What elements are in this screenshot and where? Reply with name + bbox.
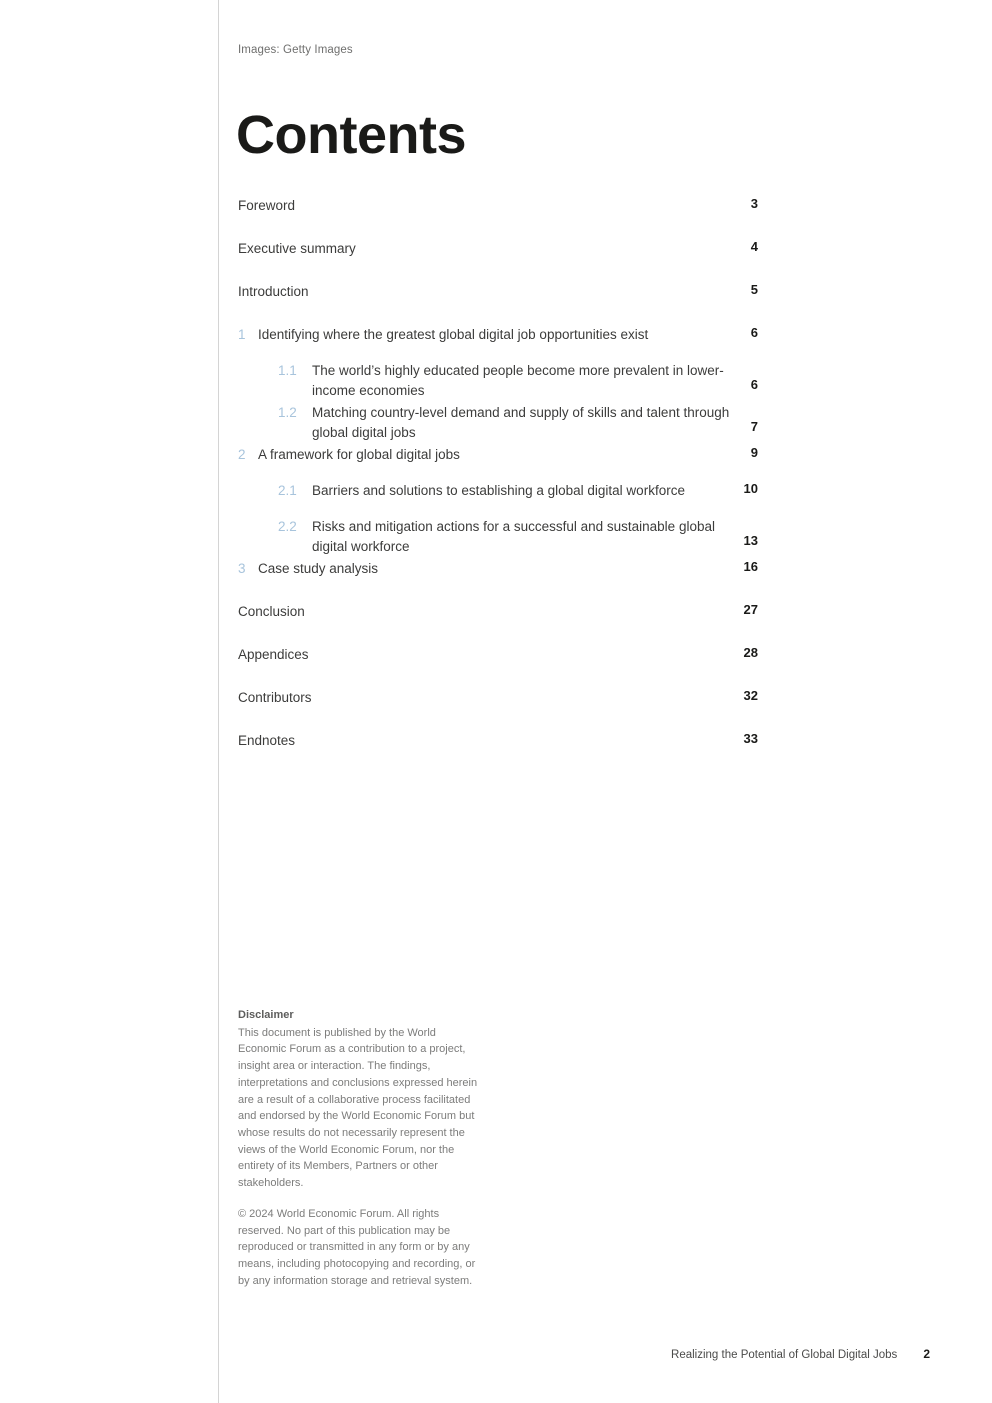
footer-document-title: Realizing the Potential of Global Digital Jobs — [671, 1349, 898, 1361]
page-title: Contents — [236, 105, 466, 165]
toc-entry-number: 3 — [238, 561, 246, 577]
footer-page-number: 2 — [923, 1347, 930, 1361]
left-margin-rule — [218, 0, 219, 1403]
toc-entry-label: Contributors — [238, 690, 312, 706]
disclaimer-block — [238, 1007, 483, 1304]
toc-entry-label: A framework for global digital jobs — [258, 447, 460, 463]
toc-entry-executive-summary[interactable] — [238, 239, 758, 272]
toc-entry-label: Appendices — [238, 647, 309, 663]
toc-entry-number: 1.2 — [278, 405, 297, 421]
toc-entry-appendices[interactable] — [238, 645, 758, 678]
toc-entry-section-1-1[interactable] — [238, 361, 758, 400]
toc-entry-page: 6 — [750, 377, 758, 393]
toc-entry-label: Endnotes — [238, 733, 296, 749]
toc-entry-number: 2.2 — [278, 519, 297, 535]
toc-entry-foreword[interactable] — [238, 196, 758, 229]
toc-entry-page: 32 — [743, 688, 758, 704]
toc-entry-label: Barriers and solutions to establishing a global digital workforce — [312, 483, 685, 499]
toc-entry-section-3[interactable] — [238, 559, 758, 592]
toc-entry-label: Risks and mitigation actions for a successful and sustainable global digital workforce — [312, 519, 715, 554]
toc-entry-label: Conclusion — [238, 604, 305, 620]
toc-entry-number: 1 — [238, 327, 246, 342]
page-footer — [671, 1347, 930, 1361]
toc-entry-contributors[interactable] — [238, 688, 758, 721]
toc-entry-page: 4 — [750, 239, 758, 254]
toc-entry-page: 6 — [750, 325, 758, 340]
toc-entry-label: The world’s highly educated people become more prevalent in lower-income economies — [312, 363, 724, 398]
toc-entry-page: 16 — [743, 559, 758, 575]
toc-entry-label: Executive summary — [238, 241, 356, 256]
toc-entry-conclusion[interactable] — [238, 602, 758, 635]
toc-entry-page: 33 — [743, 731, 758, 747]
toc-entry-introduction[interactable] — [238, 282, 758, 315]
toc-entry-page: 13 — [743, 533, 758, 549]
toc-entry-endnotes[interactable] — [238, 731, 758, 764]
toc-entry-label: Case study analysis — [258, 561, 379, 577]
toc-entry-label: Introduction — [238, 284, 309, 299]
toc-entry-label: Foreword — [238, 198, 296, 213]
table-of-contents — [238, 196, 758, 764]
toc-entry-page: 27 — [743, 602, 758, 618]
toc-entry-page: 28 — [743, 645, 758, 661]
copyright-paragraph: © 2024 World Economic Forum. All rights reserved. No part of this publication may be reproduced or transmitted in any form or by any means, including photocopying and recording, or by any information storage and retrieval system. — [238, 1207, 476, 1287]
toc-entry-label: Matching country-level demand and supply of skills and talent through global digital jobs — [312, 405, 730, 440]
toc-entry-number: 2.1 — [278, 483, 297, 499]
toc-entry-section-2-1[interactable] — [238, 481, 758, 514]
toc-entry-section-2-2[interactable] — [238, 517, 758, 556]
toc-entry-page: 5 — [750, 282, 758, 297]
toc-entry-page: 3 — [750, 196, 758, 211]
toc-entry-section-1[interactable] — [238, 325, 758, 358]
disclaimer-heading: Disclaimer — [238, 1009, 294, 1021]
toc-entry-page: 10 — [743, 481, 758, 497]
toc-entry-page: 7 — [750, 419, 758, 435]
disclaimer-body: This document is published by the World Economic Forum as a contribution to a project, insight area or interaction. The findings, interpretations and conclusions expressed herein are a result of a collaborative process facilitated and endorsed by the World Economic Forum but whose results do not necessarily represent the views of the World Economic Forum, nor the entirety of its Members, Partners or other stakeholders. — [238, 1026, 478, 1190]
toc-entry-page: 9 — [750, 445, 758, 461]
toc-entry-section-1-2[interactable] — [238, 403, 758, 442]
image-credit: Images: Getty Images — [238, 44, 353, 56]
toc-entry-number: 2 — [238, 447, 246, 463]
toc-entry-label: Identifying where the greatest global digital job opportunities exist — [258, 327, 649, 342]
toc-entry-section-2[interactable] — [238, 445, 758, 478]
disclaimer-paragraph — [238, 1007, 483, 1192]
toc-entry-number: 1.1 — [278, 363, 297, 378]
